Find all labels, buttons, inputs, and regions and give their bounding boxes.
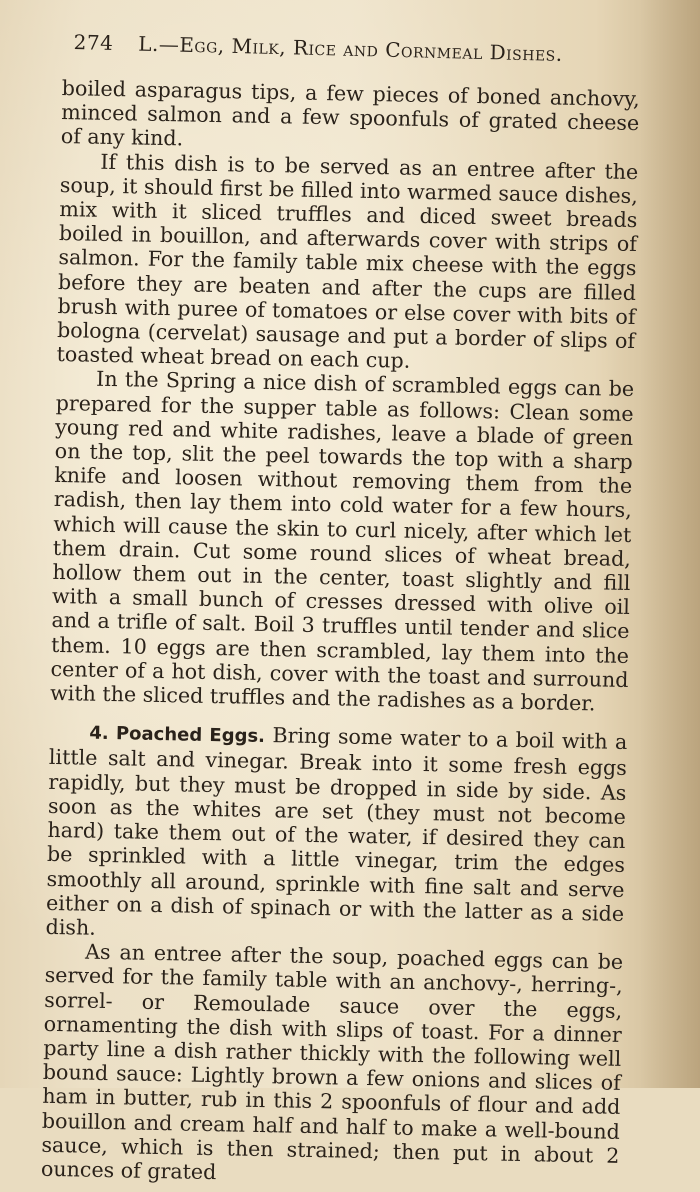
body-text [41,76,640,1192]
running-header [73,30,593,67]
paragraph-poached-entree: As an entree after the soup, poached eggs can be served for the family table with an anchovy-, herring-, sorrel- or Remoulade sauce over the eggs, ornamenting the dish with slips of toast. For a dinner party line a dish rather thickly with the following well bound sauce: Lightly brown a few onions and slices of ham in butter, rub in this 2 spoonfuls of flour and add bouillon and cream half and half to make a well-bound sauce, which is then strained; then put in about 2 ounces of grated [40,939,624,1185]
paragraph-spring-eggs: In the Spring a nice dish of scrambled eggs can be prepared for the supper table as follows: Clean some young red and white radishes, leave a blade of green on the top, slit the peel towards the top with a sharp knife and loosen without removing them from the radish, then lay them into cold water for a few hours, which will cause the skin to curl nicely, after which let them drain. Cut some round slices of wheat bread, hollow them out in the center, toast slightly and fill with a small bunch of cresses dressed with olive oil and a trifle of salt. Boil 3 truffles until tender and slice them. 10 eggs are then scrambled, lay them into the center of a hot dish, cover with the toast and surround with the sliced truffles and the radishes as a border. [49,367,635,716]
poached-eggs-text: Bring some water to a boil with a little salt and vinegar. Break into it some fresh eggs rapidly, but they must be dropped in side by side. As soon as the whites are set (they must not become hard) take them out of the water, if desired they can be sprinkled with a little vinegar, trim the edges smoothly all around, sprinkle with fine salt and serve either on a dish of spinach or with the latter as a side dish. [45,723,628,940]
paragraph-poached-eggs [45,719,627,950]
paragraph-continued: boiled asparagus tips, a few pieces of boned anchovy, minced salmon and a few spoonfuls of grated cheese of any kind. [60,76,640,151]
paragraph-entree: If this dish is to be served as an entree after the soup, it should first be filled into warmed sauce dishes, mix with it sliced truffles and diced sweet breads boiled in bouillon, and afterwards cover with strips of salmon. For the family table mix cheese with the eggs before they are beaten and after the cups are filled brush with puree of tomatoes or else cover with bits of bologna (cervelat) sausage and put a border of slips of toasted wheat bread on each cup. [56,149,639,373]
section-heading-poached-eggs: 4. Poached Eggs. [89,722,266,748]
page-number: 274 [73,30,114,55]
chapter-title: L.—Egg, Milk, Rice and Cornmeal Dishes. [137,31,563,66]
